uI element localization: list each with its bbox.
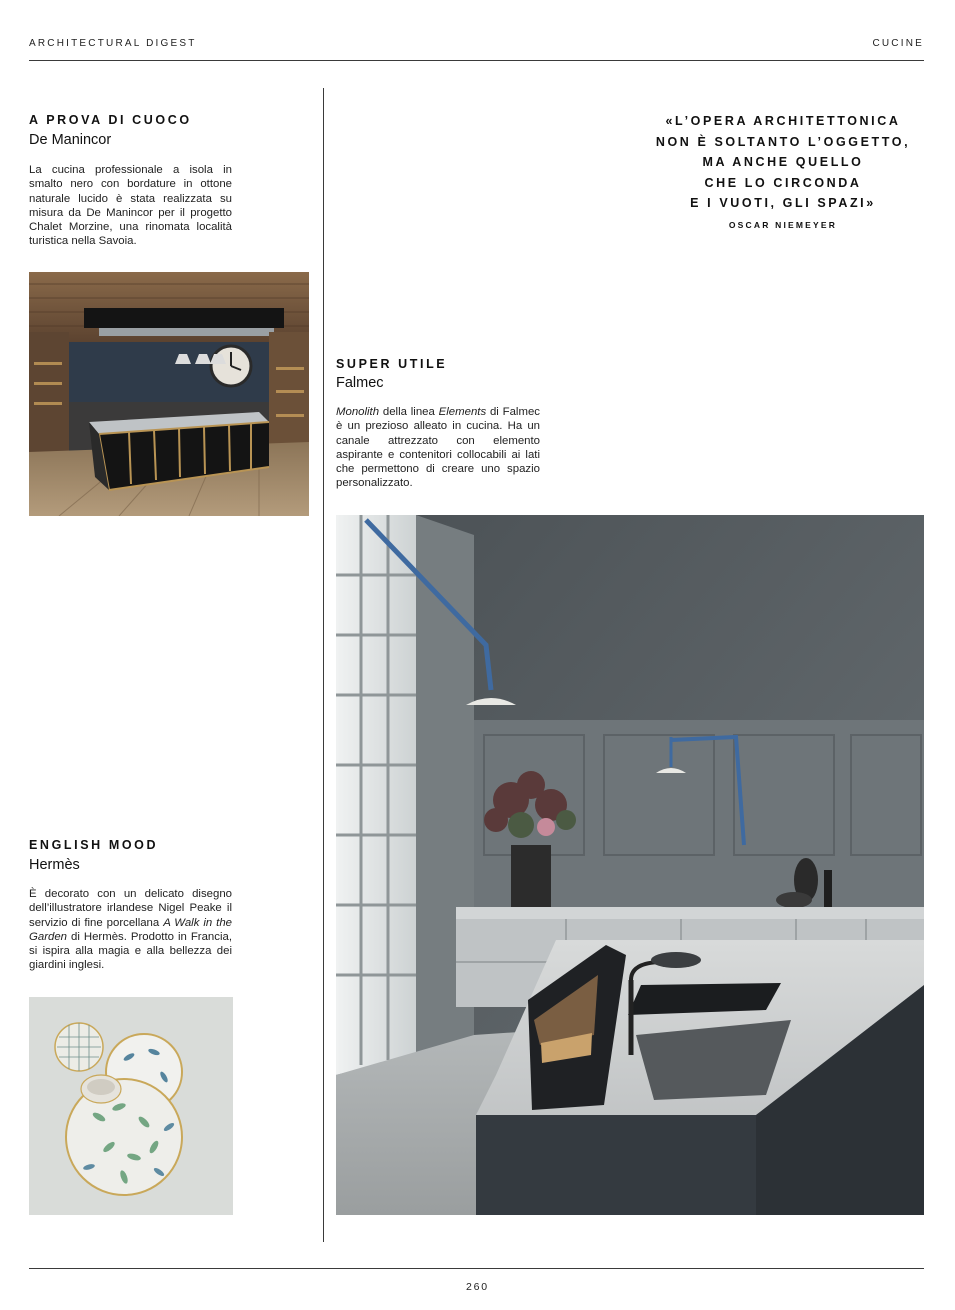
page-number: 260 (466, 1281, 489, 1293)
collection-name: A Walk in the Garden (29, 916, 232, 943)
article-body: La cucina professionale a isola in smalto nero con bordature in ottone naturale lucido è stata realizzata su misura da De Manincor per il progetto Chalet Morzine, una rinomata località turistica nella Savoia. (29, 164, 232, 248)
section-name: CUCINE (872, 38, 924, 49)
column-divider (323, 88, 324, 1242)
photo-kitchen-chalet (29, 272, 309, 516)
magazine-name: ARCHITECTURAL DIGEST (29, 38, 197, 49)
photo-kitchen-falmec (336, 515, 924, 1215)
quote-line: E I VUOTI, GLI SPAZI» (690, 196, 876, 210)
footer-rule (29, 1268, 924, 1269)
article-body: Monolith della linea Elements di Falmec è un prezioso alleato in cucina. Ha un canale attrezzato con elemento aspirante e contenitori collocabili ai lati che permettono di creare uno spazio personalizzato. (336, 406, 540, 490)
article-kicker: A PROVA DI CUOCO (29, 113, 192, 127)
quote-author: OSCAR NIEMEYER (728, 219, 838, 230)
product-line-name: Elements (438, 406, 487, 418)
header-rule (29, 60, 924, 61)
article-brand: Hermès (29, 857, 80, 873)
article-brand: De Manincor (29, 132, 112, 148)
quote-line: CHE LO CIRCONDA (704, 175, 862, 190)
article-brand: Falmec (336, 375, 384, 391)
photo-porcelain-plates (29, 997, 233, 1215)
article-kicker: SUPER UTILE (336, 357, 448, 371)
article-kicker: ENGLISH MOOD (29, 838, 159, 852)
product-name: Monolith (336, 406, 380, 418)
quote-line: MA ANCHE QUELLO (702, 155, 864, 169)
quote-line: «L’OPERA ARCHITETTONICA (665, 114, 901, 128)
article-body: È decorato con un delicato disegno dell’illustratore irlandese Nigel Peake il servizio di fine porcellana A Walk in the Garden di Hermès. Prodotto in Francia, si ispira alla magia e alla bellezza dei giardini inglesi. (29, 888, 232, 972)
quote-line: NON È SOLTANTO L’OGGETTO, (655, 134, 911, 149)
pull-quote (640, 111, 926, 230)
